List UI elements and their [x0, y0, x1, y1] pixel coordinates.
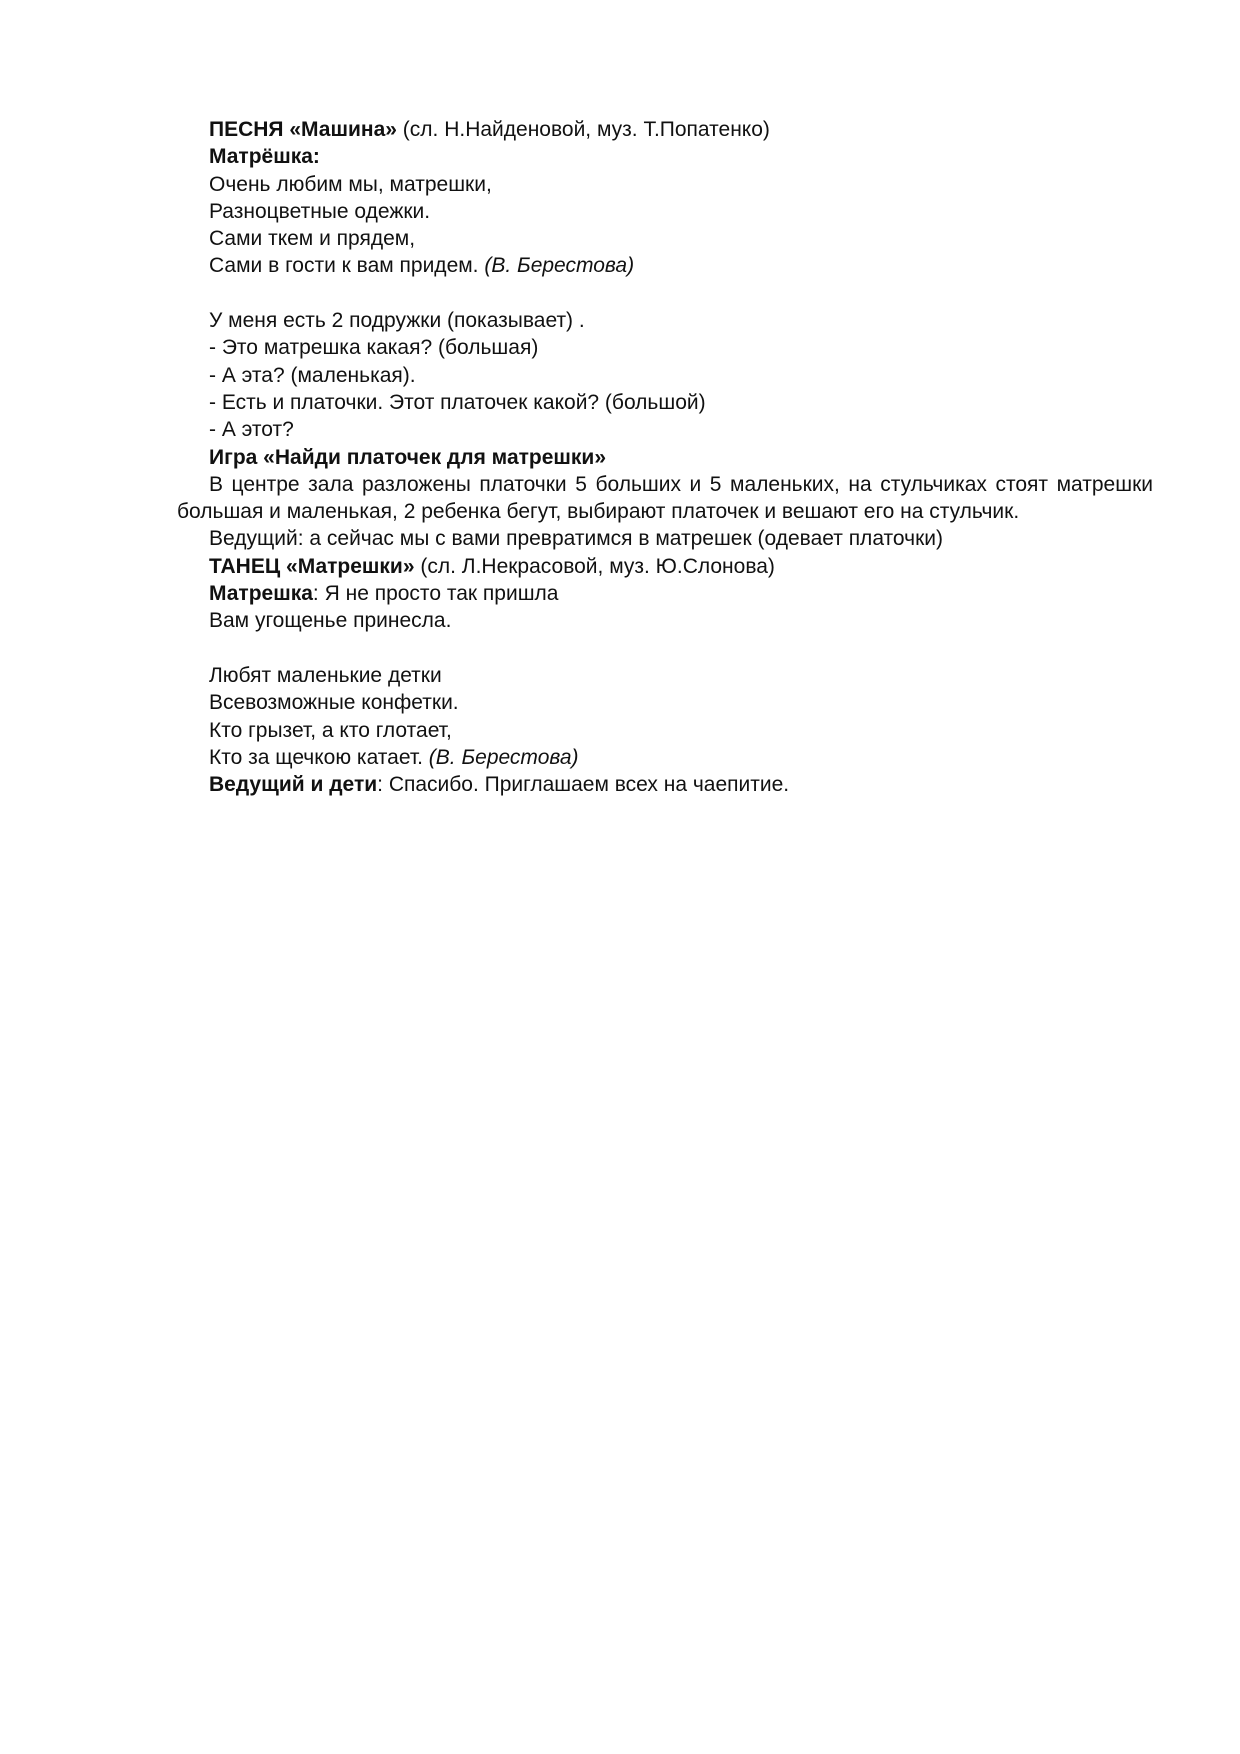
song-heading — [177, 116, 1153, 143]
poem-line: Сами в гости к вам придем. — [209, 254, 485, 278]
song-heading-label: ПЕСНЯ «Машина» — [209, 118, 397, 141]
dialog-line: - А этот? — [209, 418, 294, 442]
song-heading-credits: (сл. Н.Найденовой, муз. Т.Попатенко) — [396, 118, 770, 141]
dialog-line: - Это матрешка какая? (большая) — [209, 336, 539, 360]
dance-heading — [177, 553, 1153, 580]
poem-line-with-attribution — [177, 744, 1153, 771]
dance-heading-credits: (сл. Л.Некрасовой, муз. Ю.Слонова) — [414, 554, 775, 578]
poem-line-with-attribution — [177, 252, 1153, 279]
dialog-line: - Есть и платочки. Этот платочек какой? (большой) — [209, 390, 706, 414]
game-description: В центре зала разложены платочки 5 больших и 5 маленьких, на стульчиках стоят матрешки большая и маленькая, 2 ребенка бегут, выбирают платочек и вешают его на стульчик. — [177, 472, 1153, 524]
matryoshka-gift-line — [177, 580, 1153, 607]
dialog-line: - А эта? (маленькая). — [209, 363, 416, 387]
poem-attribution: (В. Берестова) — [484, 254, 635, 278]
blank-line — [177, 280, 1153, 307]
closing-line — [177, 771, 1153, 798]
gift-line-second: Вам угощенье принесла. — [209, 609, 452, 633]
speaker-label: Ведущий и дети — [209, 773, 378, 797]
speaker-label: Матрешка — [209, 582, 313, 606]
poem-line: Разноцветные одежки. — [209, 199, 431, 223]
poem-attribution: (В. Берестова) — [428, 745, 579, 769]
poem-line: Любят маленькие детки — [209, 663, 442, 687]
poem-line: Кто грызет, а кто глотает, — [209, 718, 452, 742]
poem-line: Всевозможные конфетки. — [209, 691, 459, 715]
poem-line: Кто за щечкою катает. — [209, 745, 429, 769]
speaker-label: Матрёшка: — [209, 145, 320, 169]
game-title — [177, 444, 1153, 471]
host-line: Ведущий: а сейчас мы с вами превратимся в матрешек (одевает платочки) — [209, 527, 943, 551]
closing-text: : Спасибо. Приглашаем всех на чаепитие. — [377, 773, 790, 797]
game-title-text: Игра «Найди платочек для матрешки» — [209, 445, 607, 469]
dialog-line: У меня есть 2 подружки (показывает) . — [209, 309, 585, 333]
blank-line — [177, 635, 1153, 662]
poem-line: Очень любим мы, матрешки, — [209, 172, 492, 196]
poem-line: Сами ткем и прядем, — [209, 227, 416, 251]
document-body — [177, 116, 1153, 798]
gift-line-text: : Я не просто так пришла — [312, 582, 559, 606]
dance-heading-label: ТАНЕЦ «Матрешки» — [209, 554, 415, 578]
matryoshka-intro-speaker — [177, 143, 1153, 170]
